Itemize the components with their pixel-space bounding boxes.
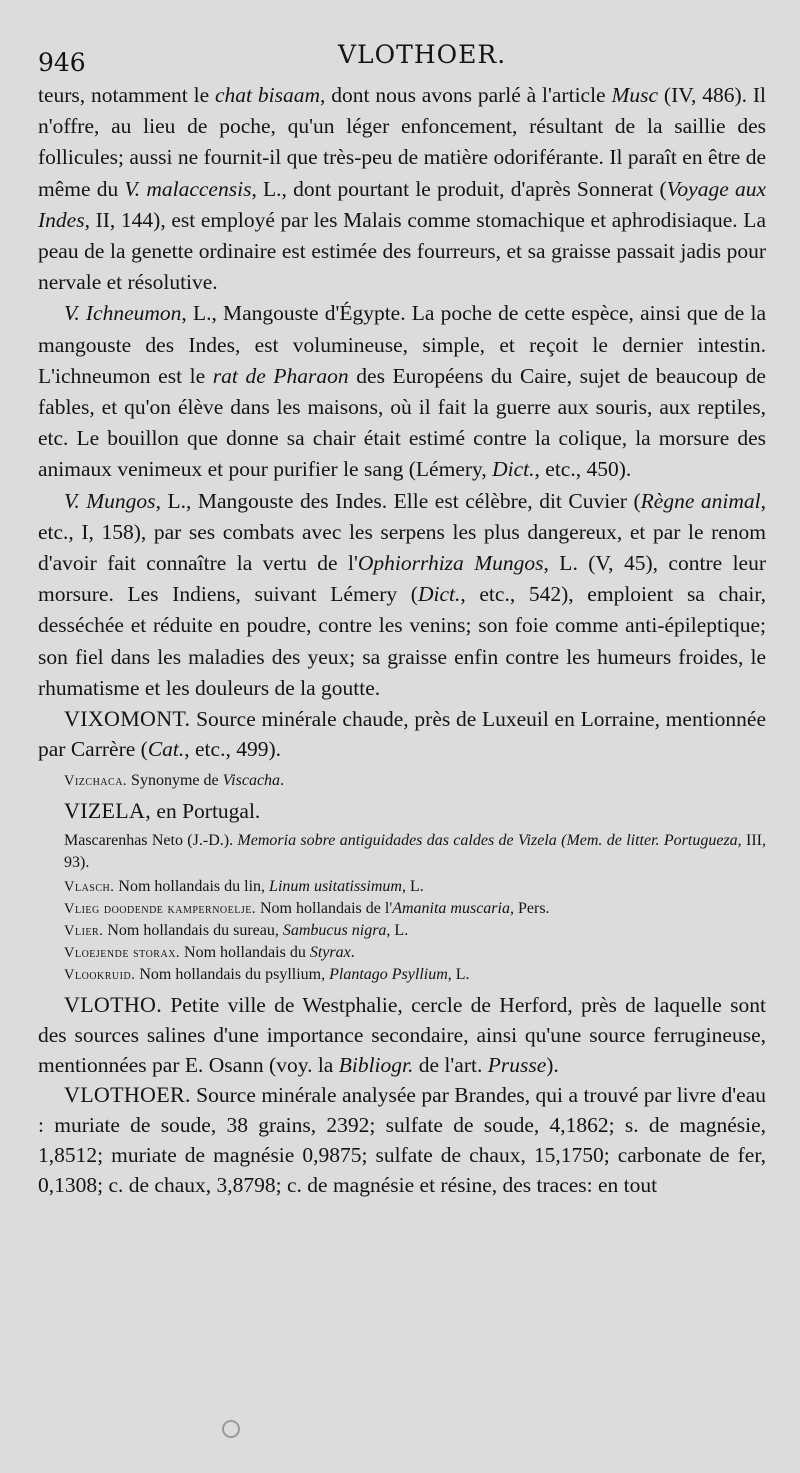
entry-vlothoer: VLOTHOER. Source minérale analysée par Brandes, qui a trouvé par livre d'eau : muriate de soude, 38 grains, 2392; sulfate de soude, 4,1862; s. de magnésie, 1,8512; muriate de magnésie 0,9875; sulfate de chaux, 15,1750; carbonate de fer, 0,1308; c. de chaux, 3,8798; c. de magnésie et résine, des traces: en tout	[38, 1082, 766, 1198]
entry-vlasch: Vlasch. Nom hollandais du lin, Linum usitatissimum, L.	[64, 878, 424, 896]
entry-vlotho: VLOTHO. Petite ville de Westphalie, cercle de Herford, près de laquelle sont des sources salines d'une importance secondaire, ainsi qu'une source ferrugineuse, mentionnées par E. Osann (voy. la Bibliogr. de l'art. Prusse).	[38, 992, 766, 1078]
paragraph-mungos: V. Mungos, L., Mangouste des Indes. Elle est célèbre, dit Cuvier (Règne animal, etc., I, 158), par ses combats avec les serpens les plus dangereux, et par le renom d'avoir fait connaître la vertu de l'Ophiorrhiza Mungos, L. (V, 45), contre leur morsure. Les Indiens, suivant Lémery (Dict., etc., 542), emploient sa chair, desséchée et réduite en poudre, contre les venins; son foie comme anti-épileptique; son fiel dans les maladies des yeux; sa graisse enfin contre les humeurs froides, le rhumatisme et les douleurs de la goutte.	[38, 488, 767, 700]
text-column	[38, 80, 766, 1200]
paragraph-ichneumon: V. Ichneumon, L., Mangouste d'Égypte. La poche de cette espèce, ainsi que de la mangouste des Indes, est volumineuse, simple, et reçoit le dernier intestin. L'ichneumon est le rat de Pharaon des Européens du Caire, sujet de beaucoup de fables, et qu'on élève dans les maisons, où il fait la guerre aux souris, aux reptiles, etc. Le bouillon que donne sa chair était estimé contre la colique, la morsure des animaux venimeux et pour purifier le sang (Lémery, Dict., etc., 450).	[38, 301, 766, 482]
entry-vlier: Vlier. Nom hollandais du sureau, Sambucus nigra, L.	[64, 922, 409, 940]
entry-vlookruid: Vlookruid. Nom hollandais du psyllium, Plantago Psyllium, L.	[64, 966, 470, 984]
entry-vloejende: Vloejende storax. Nom hollandais du Styrax.	[64, 944, 355, 962]
paragraph-chat-bisaam: teurs, notamment le chat bisaam, dont nous avons parlé à l'article Musc (IV, 486). Il n'offre, au lieu de poche, qu'un léger enfoncement, résultant de la saillie des follicules; aussi ne fournit-il que très-peu de matière odoriférante. Il paraît en être de même du V. malaccensis, L., dont pourtant le produit, d'après Sonnerat (Voyage aux Indes, II, 144), est employé par les Malais comme stomachique et aphrodisiaque. La peau de la genette ordinaire est estimée des fourreurs, et sa graisse passait jadis pour nervale et résolutive.	[38, 83, 766, 295]
running-title: VLOTHOER.	[338, 40, 507, 69]
running-head	[38, 36, 766, 80]
bibliography-vizela: Mascarenhas Neto (J.-D.). Memoria sobre antiguidades das caldes de Vizela (Mem. de litter. Portugueza, III, 93).	[64, 832, 766, 872]
entry-vizela: VIZELA, en Portugal.	[64, 798, 261, 824]
page-number: 946	[38, 48, 86, 77]
page-stain	[222, 1420, 240, 1438]
entry-vizchaca: Vizchaca. Synonyme de Viscacha.	[64, 772, 285, 790]
entry-vixomont: VIXOMONT. Source minérale chaude, près de Luxeuil en Lorraine, mentionnée par Carrère (Cat., etc., 499).	[38, 706, 766, 762]
entry-vlieg: Vlieg doodende kampernoelje. Nom hollandais de l'Amanita muscaria, Pers.	[64, 900, 550, 918]
